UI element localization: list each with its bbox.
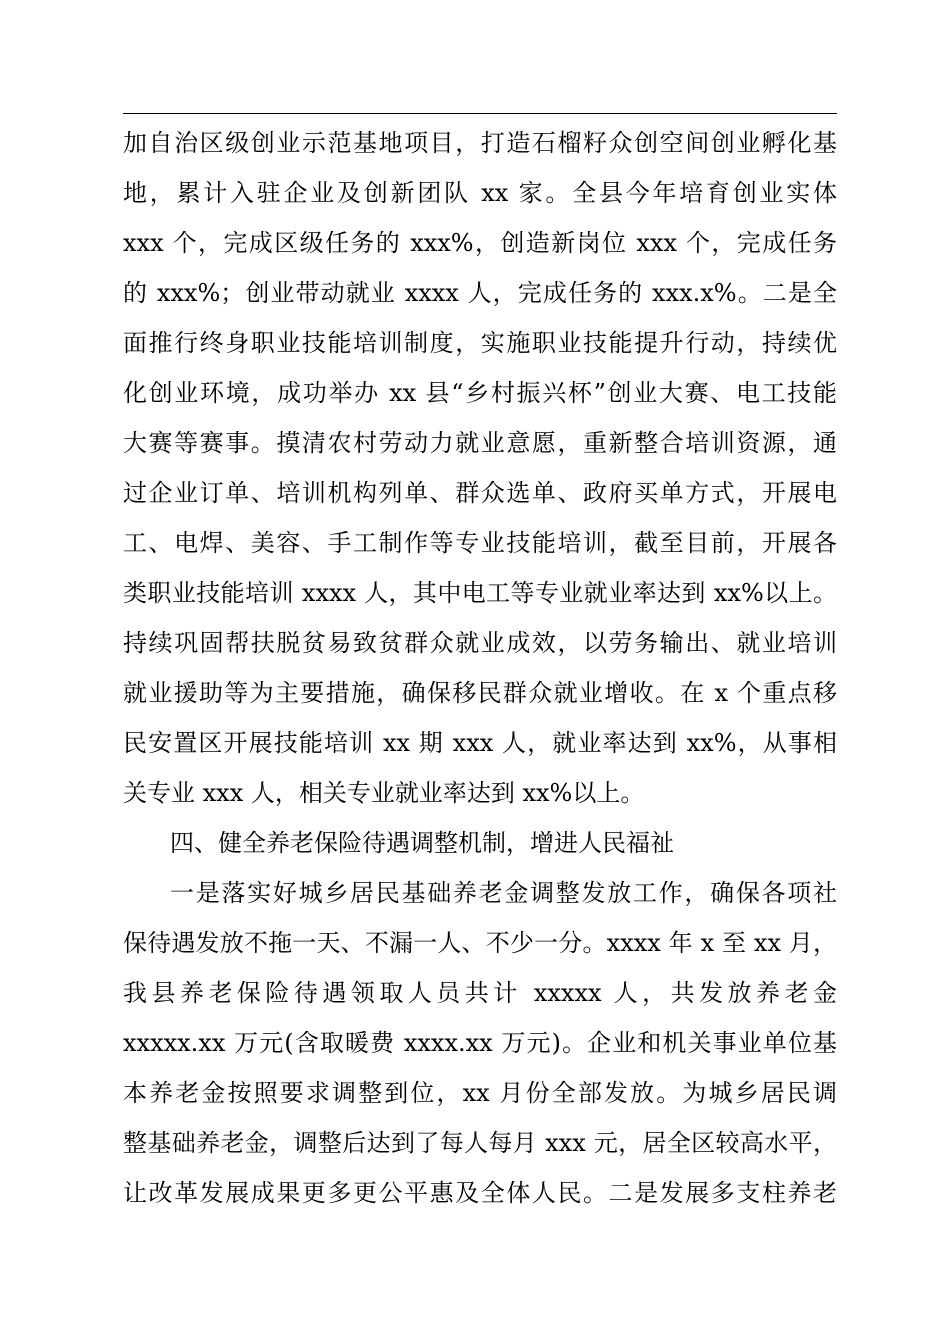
body-line: 关专业 xxx 人，相关专业就业率达到 xx%以上。 xyxy=(123,779,645,807)
body-line: 面推行终身职业技能培训制度，实施职业技能提升行动，持续优 xyxy=(123,329,837,357)
body-line: 类职业技能培训 xxxx 人，其中电工等专业就业率达到 xx%以上。 xyxy=(123,579,837,607)
body-line: 工、电焊、美容、手工制作等专业技能培训，截至目前，开展各 xyxy=(123,529,837,557)
section-line: 我县养老保险待遇领取人员共计 xxxxx 人，共发放养老金 xyxy=(123,979,837,1007)
section-line: xxxxx.xx 万元(含取暖费 xxxx.xx 万元)。企业和机关事业单位基 xyxy=(123,1029,837,1057)
body-line: 加自治区级创业示范基地项目，打造石榴籽众创空间创业孵化基 xyxy=(123,129,837,157)
section-line: 本养老金按照要求调整到位，xx 月份全部发放。为城乡居民调 xyxy=(123,1079,837,1107)
body-line: xxx 个，完成区级任务的 xxx%，创造新岗位 xxx 个，完成任务 xyxy=(123,229,837,257)
body-line: 化创业环境，成功举办 xx 县“乡村振兴杯”创业大赛、电工技能 xyxy=(123,379,837,407)
header-rule xyxy=(123,113,837,114)
body-line: 过企业订单、培训机构列单、群众选单、政府买单方式，开展电 xyxy=(123,479,837,507)
section-line: 整基础养老金，调整后达到了每人每月 xxx 元，居全区较高水平， xyxy=(123,1129,837,1157)
body-line: 持续巩固帮扶脱贫易致贫群众就业成效，以劳务输出、就业培训 xyxy=(123,629,837,657)
section-heading: 四、健全养老保险待遇调整机制，增进人民福祉 xyxy=(170,829,674,857)
body-line: 地，累计入驻企业及创新团队 xx 家。全县今年培育创业实体 xyxy=(123,179,837,207)
body-line: 大赛等赛事。摸清农村劳动力就业意愿，重新整合培训资源，通 xyxy=(123,429,837,457)
section-line: 一是落实好城乡居民基础养老金调整发放工作，确保各项社 xyxy=(170,879,837,907)
body-line: 的 xxx%；创业带动就业 xxxx 人，完成任务的 xxx.x%。二是全 xyxy=(123,279,837,307)
body-line: 就业援助等为主要措施，确保移民群众就业增收。在 x 个重点移 xyxy=(123,679,837,707)
section-line: 让改革发展成果更多更公平惠及全体人民。二是发展多支柱养老 xyxy=(123,1179,837,1207)
body-line: 民安置区开展技能培训 xx 期 xxx 人，就业率达到 xx%，从事相 xyxy=(123,729,837,757)
section-line: 保待遇发放不拖一天、不漏一人、不少一分。xxxx 年 x 至 xx 月， xyxy=(123,929,837,957)
